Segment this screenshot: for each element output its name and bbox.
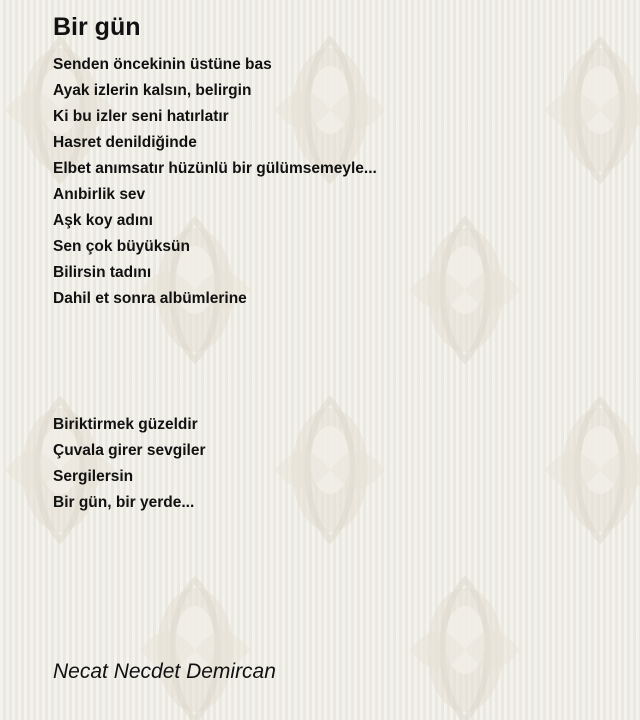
stanza-1 (53, 52, 377, 312)
stanza-2 (53, 412, 206, 516)
poem-line: Biriktirmek güzeldir (53, 416, 198, 433)
poem-line: Bir gün, bir yerde... (53, 494, 195, 511)
poem-line: Hasret denildiğinde (53, 134, 197, 151)
poem-line: Sen çok büyüksün (53, 238, 190, 255)
poem-line: Senden öncekinin üstüne bas (53, 56, 272, 73)
poem-line: Ayak izlerin kalsın, belirgin (53, 82, 252, 99)
poem-line: Çuvala girer sevgiler (53, 442, 206, 459)
poem-line: Sergilersin (53, 468, 134, 485)
poem-title: Bir gün (53, 13, 141, 41)
poem-line: Anıbirlik sev (53, 186, 146, 203)
poem-line: Dahil et sonra albümlerine (53, 290, 247, 307)
poem-line: Elbet anımsatır hüzünlü bir gülümsemeyle... (53, 160, 377, 177)
poem-line: Ki bu izler seni hatırlatır (53, 108, 229, 125)
poem-line: Aşk koy adını (53, 212, 153, 229)
poem-line: Bilirsin tadını (53, 264, 152, 281)
poem-author: Necat Necdet Demircan (53, 660, 276, 683)
